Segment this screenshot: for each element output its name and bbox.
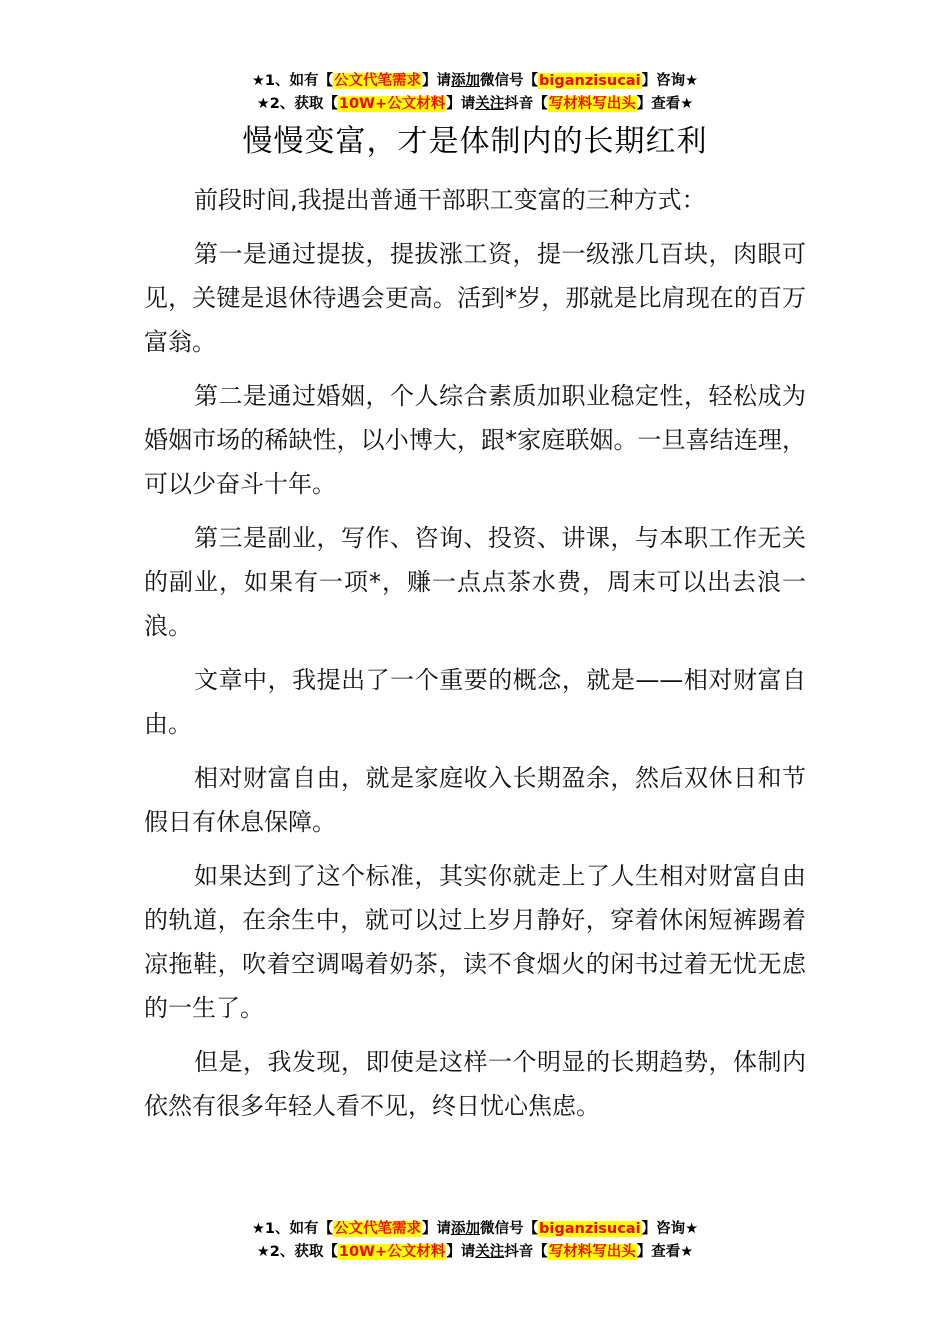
paragraph-6: 相对财富自由，就是家庭收入长期盈余，然后双休日和节假日有休息保障。 (144, 764, 806, 836)
banner-line-1 (0, 70, 950, 93)
banner-text: ★1、如有【 (251, 1221, 334, 1237)
paragraph-8: 但是，我发现，即使是这样一个明显的长期趋势，体制内依然有很多年轻人看不见，终日忧心焦虑。 (144, 1048, 806, 1120)
article-title: 慢慢变富，才是体制内的长期红利 (242, 124, 708, 159)
highlight-service: 公文代笔需求 (334, 1221, 422, 1237)
banner-text: 】请 (422, 1221, 452, 1237)
highlight-douyin-account: 写材料写出头 (548, 1244, 636, 1260)
banner-line-2 (0, 93, 950, 116)
highlight-wechat-id: biganzisucai (539, 1221, 641, 1237)
highlight-service: 公文代笔需求 (334, 73, 422, 89)
banner-text: 微信号【 (480, 73, 539, 89)
banner-text: 】请 (446, 1244, 476, 1260)
paragraph-7: 如果达到了这个标准，其实你就走上了人生相对财富自由的轨道，在余生中，就可以过上岁月静好，穿着休闲短裤踢着凉拖鞋，吹着空调喝着奶茶，读不食烟火的闲书过着无忧无虑的一生了。 (144, 862, 806, 1022)
banner-line-1 (0, 1218, 950, 1241)
banner-text: ★1、如有【 (251, 73, 334, 89)
banner-text: 】咨询★ (641, 1221, 699, 1237)
footer-banner (0, 1218, 950, 1264)
highlight-materials: 10W+公文材料 (338, 1244, 446, 1260)
paragraph-3: 第二是通过婚姻，个人综合素质加职业稳定性，轻松成为婚姻市场的稀缺性，以小博大，跟*家庭联姻。一旦喜结连理，可以少奋斗十年。 (144, 382, 806, 498)
banner-text: 抖音【 (504, 96, 548, 112)
highlight-materials: 10W+公文材料 (338, 96, 446, 112)
banner-text: 抖音【 (504, 1244, 548, 1260)
paragraph-1: 前段时间,我提出普通干部职工变富的三种方式： (194, 186, 706, 214)
banner-text: ★2、获取【 (256, 1244, 338, 1260)
banner-text: 微信号【 (480, 1221, 539, 1237)
banner-line-2 (0, 1241, 950, 1264)
banner-text: 】查看★ (636, 96, 694, 112)
highlight-douyin-account: 写材料写出头 (548, 96, 636, 112)
banner-emphasis: 添加 (451, 1221, 481, 1237)
highlight-wechat-id: biganzisucai (539, 73, 641, 89)
article-body (144, 178, 806, 1138)
paragraph-4: 第三是副业，写作、咨询、投资、讲课，与本职工作无关的副业，如果有一项*，赚一点点茶水费，周末可以出去浪一浪。 (144, 524, 806, 640)
paragraph-2: 第一是通过提拔，提拔涨工资，提一级涨几百块，肉眼可见，关键是退休待遇会更高。活到*岁，那就是比肩现在的百万富翁。 (144, 240, 806, 356)
banner-emphasis: 关注 (475, 96, 505, 112)
banner-text: 】请 (422, 73, 452, 89)
banner-text: 】咨询★ (641, 73, 699, 89)
banner-text: 】请 (446, 96, 476, 112)
paragraph-5: 文章中，我提出了一个重要的概念，就是——相对财富自由。 (144, 666, 806, 738)
banner-emphasis: 关注 (475, 1244, 505, 1260)
header-banner (0, 70, 950, 116)
banner-text: 】查看★ (636, 1244, 694, 1260)
banner-text: ★2、获取【 (256, 96, 338, 112)
banner-emphasis: 添加 (451, 73, 481, 89)
